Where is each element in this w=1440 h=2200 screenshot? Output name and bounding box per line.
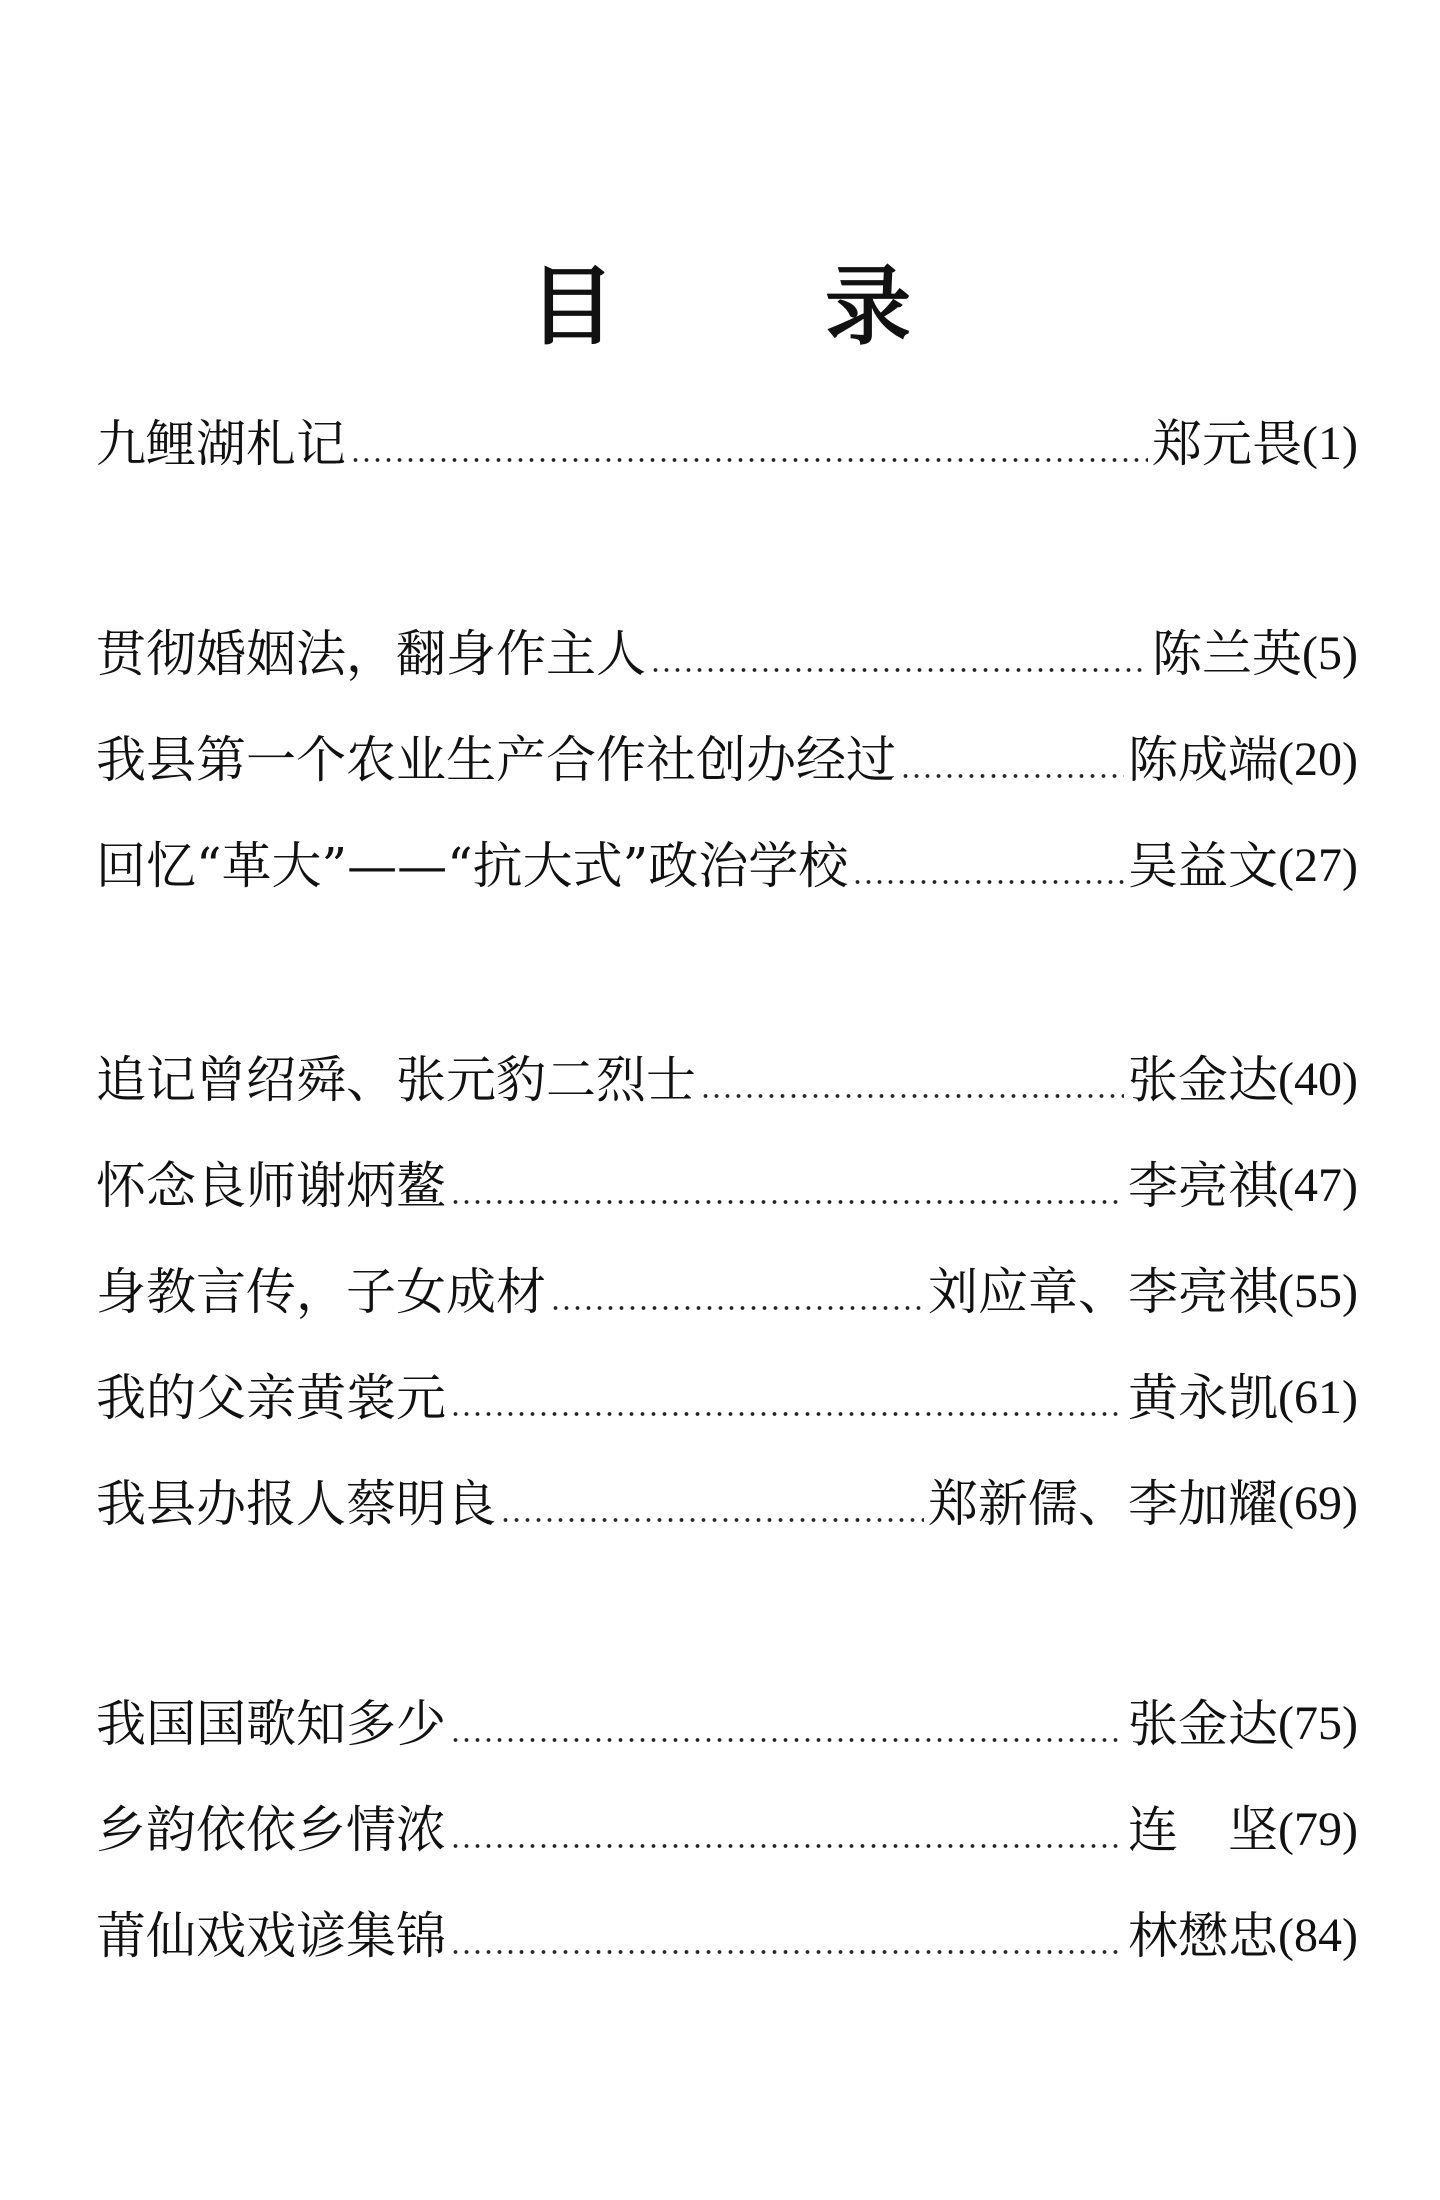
entry-page-number: (47): [1278, 1159, 1358, 1212]
entry-title: 追记曾绍舜、张元豹二烈士: [96, 1051, 696, 1109]
entry-page-number: (20): [1278, 733, 1358, 786]
dot-leader: [700, 1094, 1124, 1098]
toc-entry: [96, 1366, 1358, 1430]
entry-title: 我的父亲黄裳元: [96, 1369, 446, 1427]
entry-author: 张金达: [1128, 1695, 1279, 1753]
page-title: 目 录: [529, 257, 1001, 357]
toc-entry: [96, 834, 1358, 898]
entry-author: 黄永凯: [1128, 1369, 1279, 1427]
entry-page-number: (79): [1278, 1803, 1358, 1856]
toc-entry: [96, 1472, 1358, 1536]
entry-title: 我县办报人蔡明良: [96, 1475, 496, 1533]
entry-author: 陈兰英: [1152, 625, 1303, 683]
toc-entry: [96, 412, 1358, 476]
entry-title: 回忆“革大”——“抗大式”政治学校: [96, 837, 849, 895]
entry-page-number: (27): [1278, 839, 1358, 892]
entry-title: 乡韵依依乡情浓: [96, 1801, 446, 1859]
entry-author: 张金达: [1128, 1051, 1279, 1109]
entry-author: 吴益文: [1128, 837, 1279, 895]
entry-title: 九鲤湖札记: [96, 415, 346, 473]
dot-leader: [450, 1412, 1124, 1416]
toc-entry: [96, 1798, 1358, 1862]
dot-leader: [650, 668, 1148, 672]
entry-author: 郑元畏: [1152, 415, 1303, 473]
toc-entry: [96, 1260, 1358, 1324]
dot-leader: [450, 1950, 1124, 1954]
entry-page-number: (69): [1278, 1477, 1358, 1530]
entry-page-number: (61): [1278, 1371, 1358, 1424]
entry-page-number: (75): [1278, 1697, 1358, 1750]
entry-title: 身教言传，子女成材: [96, 1263, 546, 1321]
toc-entry: [96, 1048, 1358, 1112]
entry-author: 陈成端: [1128, 731, 1279, 789]
entry-page-number: (5): [1302, 627, 1358, 680]
toc-entry: [96, 622, 1358, 686]
toc-entry: [96, 728, 1358, 792]
dot-leader: [350, 458, 1148, 462]
dot-leader: [450, 1200, 1124, 1204]
toc-entry: [96, 1692, 1358, 1756]
entry-title: 我县第一个农业生产合作社创办经过: [96, 731, 896, 789]
entry-page-number: (84): [1278, 1909, 1358, 1962]
entry-title: 贯彻婚姻法，翻身作主人: [96, 625, 646, 683]
dot-leader: [500, 1518, 924, 1522]
entry-author: 郑新儒、李加耀: [928, 1475, 1279, 1533]
entry-author: 林懋忠: [1128, 1907, 1279, 1965]
toc-entry: [96, 1904, 1358, 1968]
entry-author: 李亮祺: [1128, 1157, 1279, 1215]
entry-page-number: (1): [1302, 417, 1358, 470]
dot-leader: [900, 774, 1124, 778]
entry-page-number: (40): [1278, 1053, 1358, 1106]
toc-entry: [96, 1154, 1358, 1218]
entry-author: 连 坚: [1128, 1801, 1279, 1859]
entry-page-number: (55): [1278, 1265, 1358, 1318]
entry-title: 莆仙戏戏谚集锦: [96, 1907, 446, 1965]
dot-leader: [550, 1306, 924, 1310]
dot-leader: [450, 1844, 1124, 1848]
entry-author: 刘应章、李亮祺: [928, 1263, 1279, 1321]
entry-title: 怀念良师谢炳鳌: [96, 1157, 446, 1215]
dot-leader: [852, 880, 1124, 884]
dot-leader: [450, 1738, 1124, 1742]
entry-title: 我国国歌知多少: [96, 1695, 446, 1753]
